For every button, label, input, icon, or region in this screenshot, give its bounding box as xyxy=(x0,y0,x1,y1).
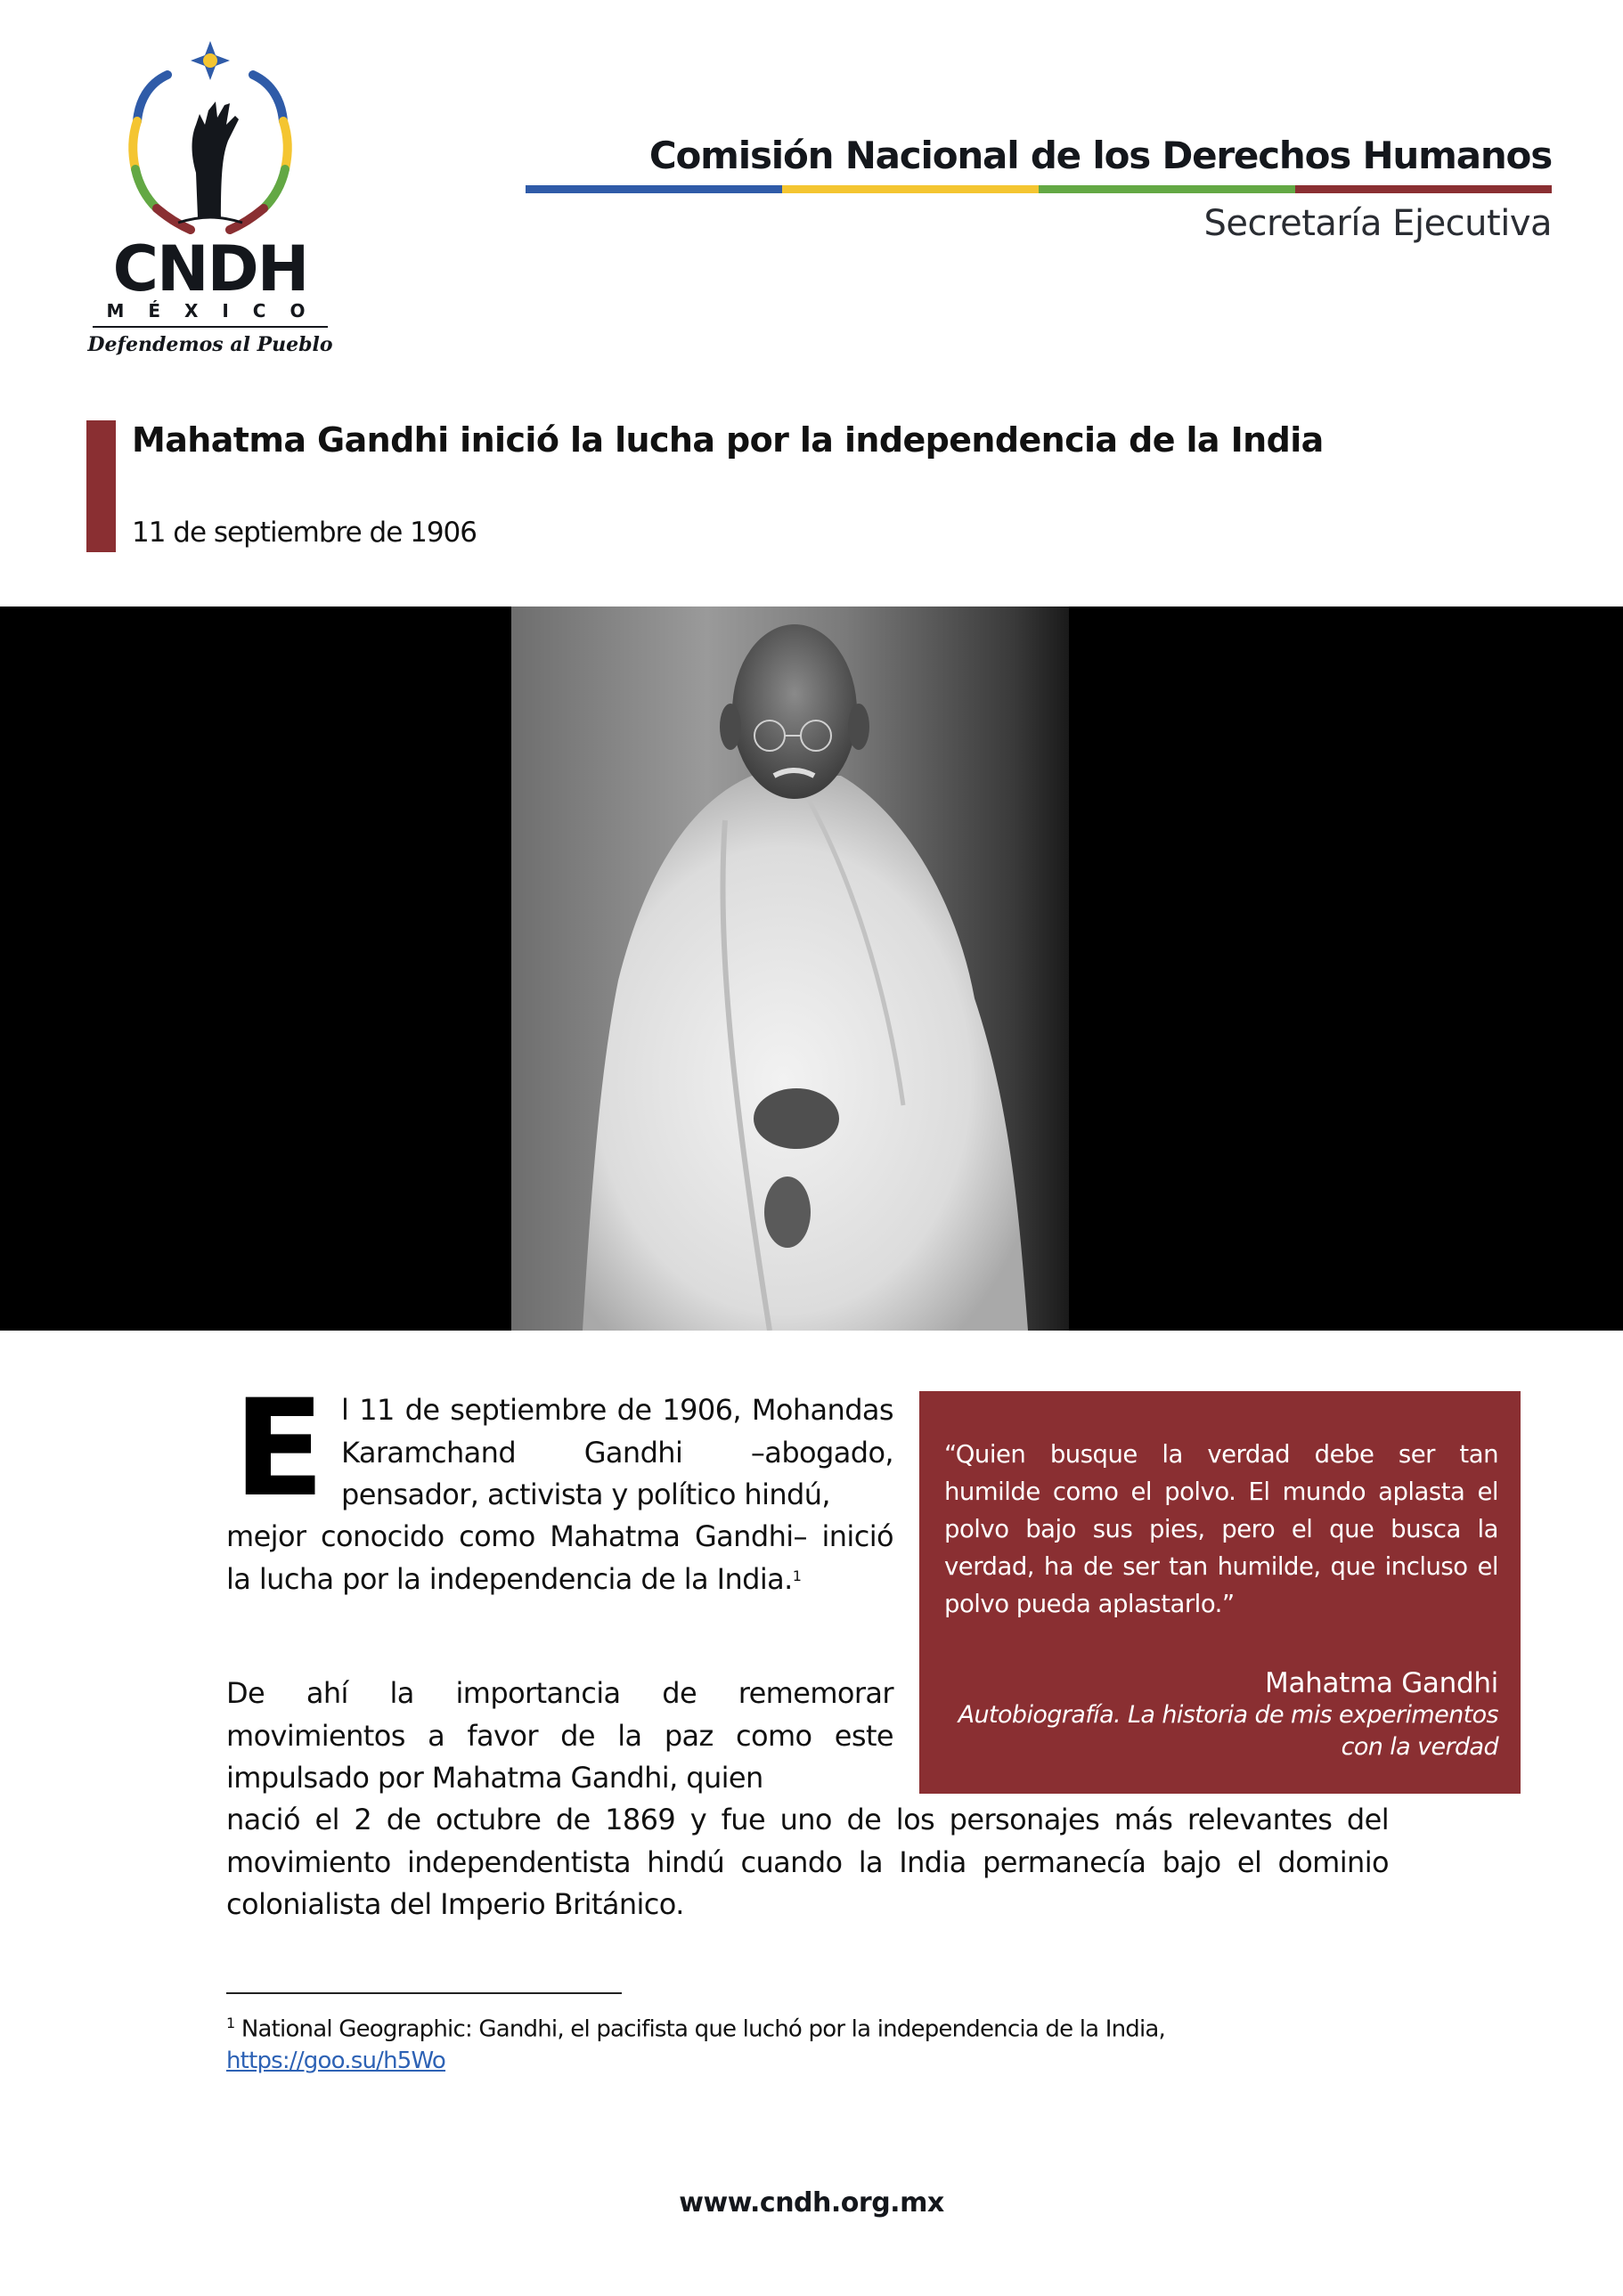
tricolor-divider xyxy=(526,185,1552,193)
divider-yellow xyxy=(782,185,1039,193)
gandhi-portrait xyxy=(511,607,1069,1331)
logo-country: M É X I C O xyxy=(106,300,314,322)
department-name: Secretaría Ejecutiva xyxy=(1203,203,1552,244)
laurel-right-icon xyxy=(230,75,288,230)
organization-name: Comisión Nacional de los Derechos Humanos xyxy=(648,134,1552,177)
divider-blue xyxy=(526,185,782,193)
title-accent-bar xyxy=(86,420,116,552)
quote-text: “Quien busque la verdad debe ser tan humilde como el polvo. El mundo aplasta el polvo bajo sus pies, pero el que busca la verdad, ha de ser tan humilde, que incluso el polvo pueda aplastarlo.” xyxy=(944,1440,1498,1618)
page-title: Mahatma Gandhi inició la lucha por la independencia de la India xyxy=(132,420,1324,460)
laurel-left-icon xyxy=(133,75,191,230)
footnote xyxy=(226,2007,1165,2077)
footer-website[interactable]: www.cndh.org.mx xyxy=(679,2187,944,2219)
footnote-text: National Geographic: Gandhi, el pacifista que luchó por la independencia de la India, xyxy=(234,2015,1166,2043)
footnote-link[interactable]: https://goo.su/h5Wo xyxy=(226,2047,446,2074)
quote-source: Autobiografía. La historia de mis experimentos con la verdad xyxy=(958,1701,1498,1761)
logo-acronym: CNDH xyxy=(112,232,308,305)
divider-red xyxy=(1295,185,1552,193)
paragraph-2: nació el 2 de octubre de 1869 y fue uno de los personajes más relevantes del movimiento independentista hindú cuando la India permanecía bajo el dominio colonialista del Imperio Británico. xyxy=(226,1803,1389,1921)
drop-cap: E xyxy=(233,1372,325,1527)
footnote-ref[interactable]: 1 xyxy=(792,1567,802,1584)
star-icon xyxy=(191,41,230,80)
paragraph-1-intro: l 11 de septiembre de 1906, Mohandas Karamchand Gandhi –abogado, pensador, activista y político hindú, xyxy=(341,1393,893,1511)
footnote-number: 1 xyxy=(226,2015,235,2031)
article-date: 11 de septiembre de 1906 xyxy=(132,517,477,549)
paragraph-2-intro: De ahí la importancia de rememorar movimientos a favor de la paz como este impulsado por Mahatma Gandhi, quien xyxy=(226,1676,893,1795)
paragraph-1-text: mejor conocido como Mahatma Gandhi– inició la lucha por la independencia de la India. xyxy=(226,1519,893,1596)
paragraph-1 xyxy=(226,1516,893,1600)
quote-box xyxy=(919,1391,1521,1794)
footnote-divider xyxy=(226,1992,622,1994)
cndh-logo xyxy=(86,39,335,356)
logo-motto: Defendemos al Pueblo xyxy=(87,333,333,356)
raised-hand-icon xyxy=(178,102,242,223)
divider-green xyxy=(1039,185,1295,193)
quote-author: Mahatma Gandhi xyxy=(1265,1667,1498,1699)
